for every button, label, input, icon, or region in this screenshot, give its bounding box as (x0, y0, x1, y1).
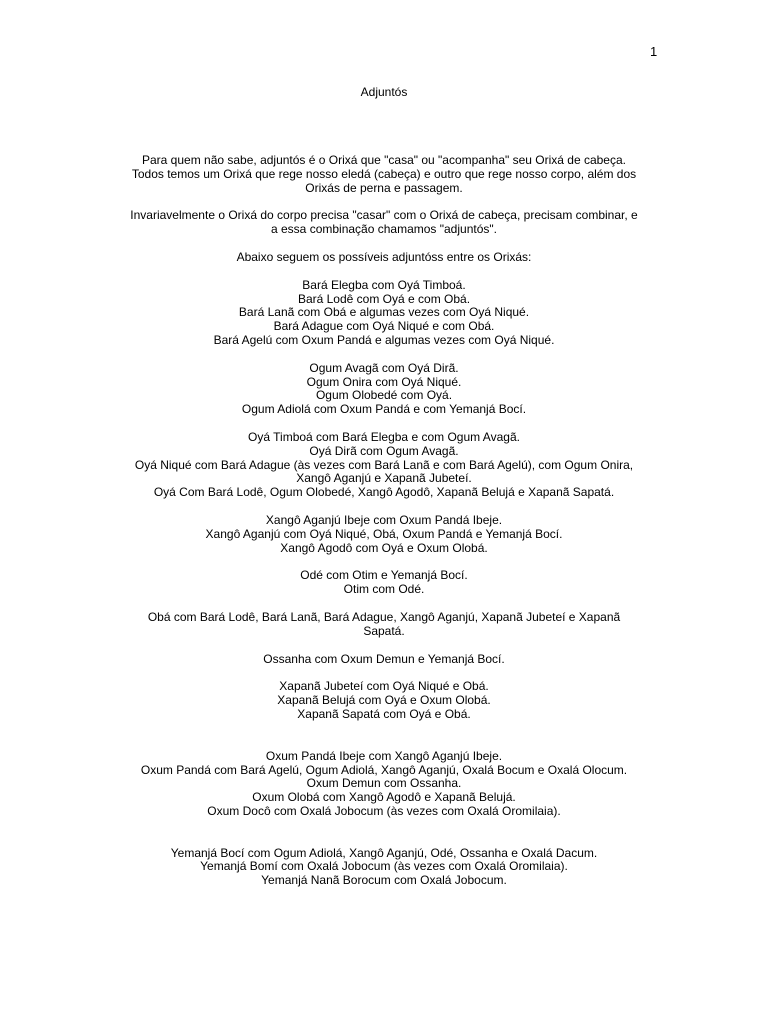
text-line: Oxum Pandá Ibeje com Xangô Aganjú Ibeje. (265, 748, 503, 763)
text-line: Sapatá. (363, 623, 405, 638)
text-line: Oyá Niqué com Bará Adague (às vezes com Bará Lanã e com Bará Agelú), com Ogum Onira, (134, 457, 634, 472)
paragraph (100, 847, 668, 888)
text-line: Oxum Demun com Ossanha. (306, 776, 462, 791)
paragraph (100, 154, 668, 195)
text-line: Oxum Olobá com Xangô Agodô e Xapanã Belujá. (252, 790, 516, 805)
text-line: Xapanã Sapatá com Oyá e Obá. (297, 706, 471, 721)
text-line: Oxum Docô com Oxalá Jobocum (às vezes com Oxalá Oromilaia). (207, 803, 561, 818)
text-line: Oyá Timboá com Bará Elegba e com Ogum Avagã. (248, 429, 520, 444)
text-line: Xangô Aganjú Ibeje com Oxum Pandá Ibeje. (265, 512, 503, 527)
text-line: Yemanjá Bocí com Ogum Adiolá, Xangô Aganjú, Odé, Ossanha e Oxalá Dacum. (170, 845, 598, 860)
text-line: Bará Lodê com Oyá e com Obá. (297, 291, 471, 306)
paragraph (100, 251, 668, 265)
text-line: Abaixo seguem os possíveis adjuntóss entre os Orixás: (236, 249, 532, 264)
text-line: Ogum Avagã com Oyá Dirã. (309, 360, 459, 375)
text-line: Para quem não sabe, adjuntós é o Orixá que "casa" ou "acompanha" seu Orixá de cabeça. (141, 153, 626, 167)
paragraph (100, 611, 668, 639)
paragraph (100, 514, 668, 555)
paragraph (100, 680, 668, 721)
text-line: Ogum Adiolá com Oxum Pandá e com Yemanjá Bocí. (241, 402, 527, 417)
text-line: Bará Elegba com Oyá Timboá. (302, 277, 466, 292)
text-line: Oyá Com Bará Lodê, Ogum Olobedé, Xangô Agodô, Xapanã Belujá e Xapanã Sapatá. (153, 485, 615, 500)
paragraph (100, 279, 668, 348)
document-title: Adjuntós (360, 85, 408, 99)
text-line: Oxum Pandá com Bará Agelú, Ogum Adiolá, Xangô Aganjú, Oxalá Bocum e Oxalá Olocum. (140, 762, 628, 777)
text-line: Orixás de perna e passagem. (305, 180, 463, 195)
text-line: Bará Lanã com Obá e algumas vezes com Oyá Niqué. (238, 305, 530, 320)
text-line: Yemanjá Nanã Borocum com Oxalá Jobocum. (261, 873, 507, 888)
paragraph (100, 362, 668, 417)
text-line: Otim com Odé. (343, 582, 425, 597)
text-line: Xangô Agodô com Oyá e Oxum Olobá. (280, 540, 488, 555)
paragraph (100, 569, 668, 597)
text-line: Oyá Dirã com Ogum Avagã. (309, 443, 459, 458)
paragraph (100, 431, 668, 500)
text-line: Ogum Olobedé com Oyá. (315, 388, 453, 403)
page-number: 1 (650, 44, 658, 59)
text-line: Xapanã Belujá com Oyá e Oxum Olobá. (277, 693, 491, 708)
text-line: Bará Adague com Oyá Niqué e com Obá. (273, 319, 495, 334)
text-line: a essa combinação chamamos "adjuntós". (271, 222, 497, 237)
text-line: Bará Agelú com Oxum Pandá e algumas vezes com Oyá Niqué. (213, 332, 555, 347)
paragraph (100, 750, 668, 819)
paragraph (100, 209, 668, 237)
text-line: Xangô Aganjú e Xapanã Jubeteí. (296, 471, 472, 486)
text-line: Invariavelmente o Orixá do corpo precisa "casar" com o Orixá de cabeça, precisam combinar, e (130, 208, 638, 223)
text-line: Xangô Aganjú com Oyá Niqué, Obá, Oxum Pandá e Yemanjá Bocí. (205, 526, 563, 541)
paragraph (100, 653, 668, 667)
text-line: Xapanã Jubeteí com Oyá Niqué e Obá. (279, 679, 489, 694)
text-line: Odé com Otim e Yemanjá Bocí. (300, 568, 468, 583)
text-line: Obá com Bará Lodê, Bará Lanã, Bará Adague, Xangô Aganjú, Xapanã Jubeteí e Xapanã (147, 609, 621, 624)
text-line: Ogum Onira com Oyá Niqué. (306, 374, 462, 389)
text-line: Yemanjá Bomí com Oxalá Jobocum (às vezes com Oxalá Oromilaia). (200, 859, 568, 874)
document-body (100, 154, 668, 902)
text-line: Ossanha com Oxum Demun e Yemanjá Bocí. (263, 651, 505, 666)
text-line: Todos temos um Orixá que rege nosso eledá (cabeça) e outro que rege nosso corpo, além dos (131, 166, 637, 181)
